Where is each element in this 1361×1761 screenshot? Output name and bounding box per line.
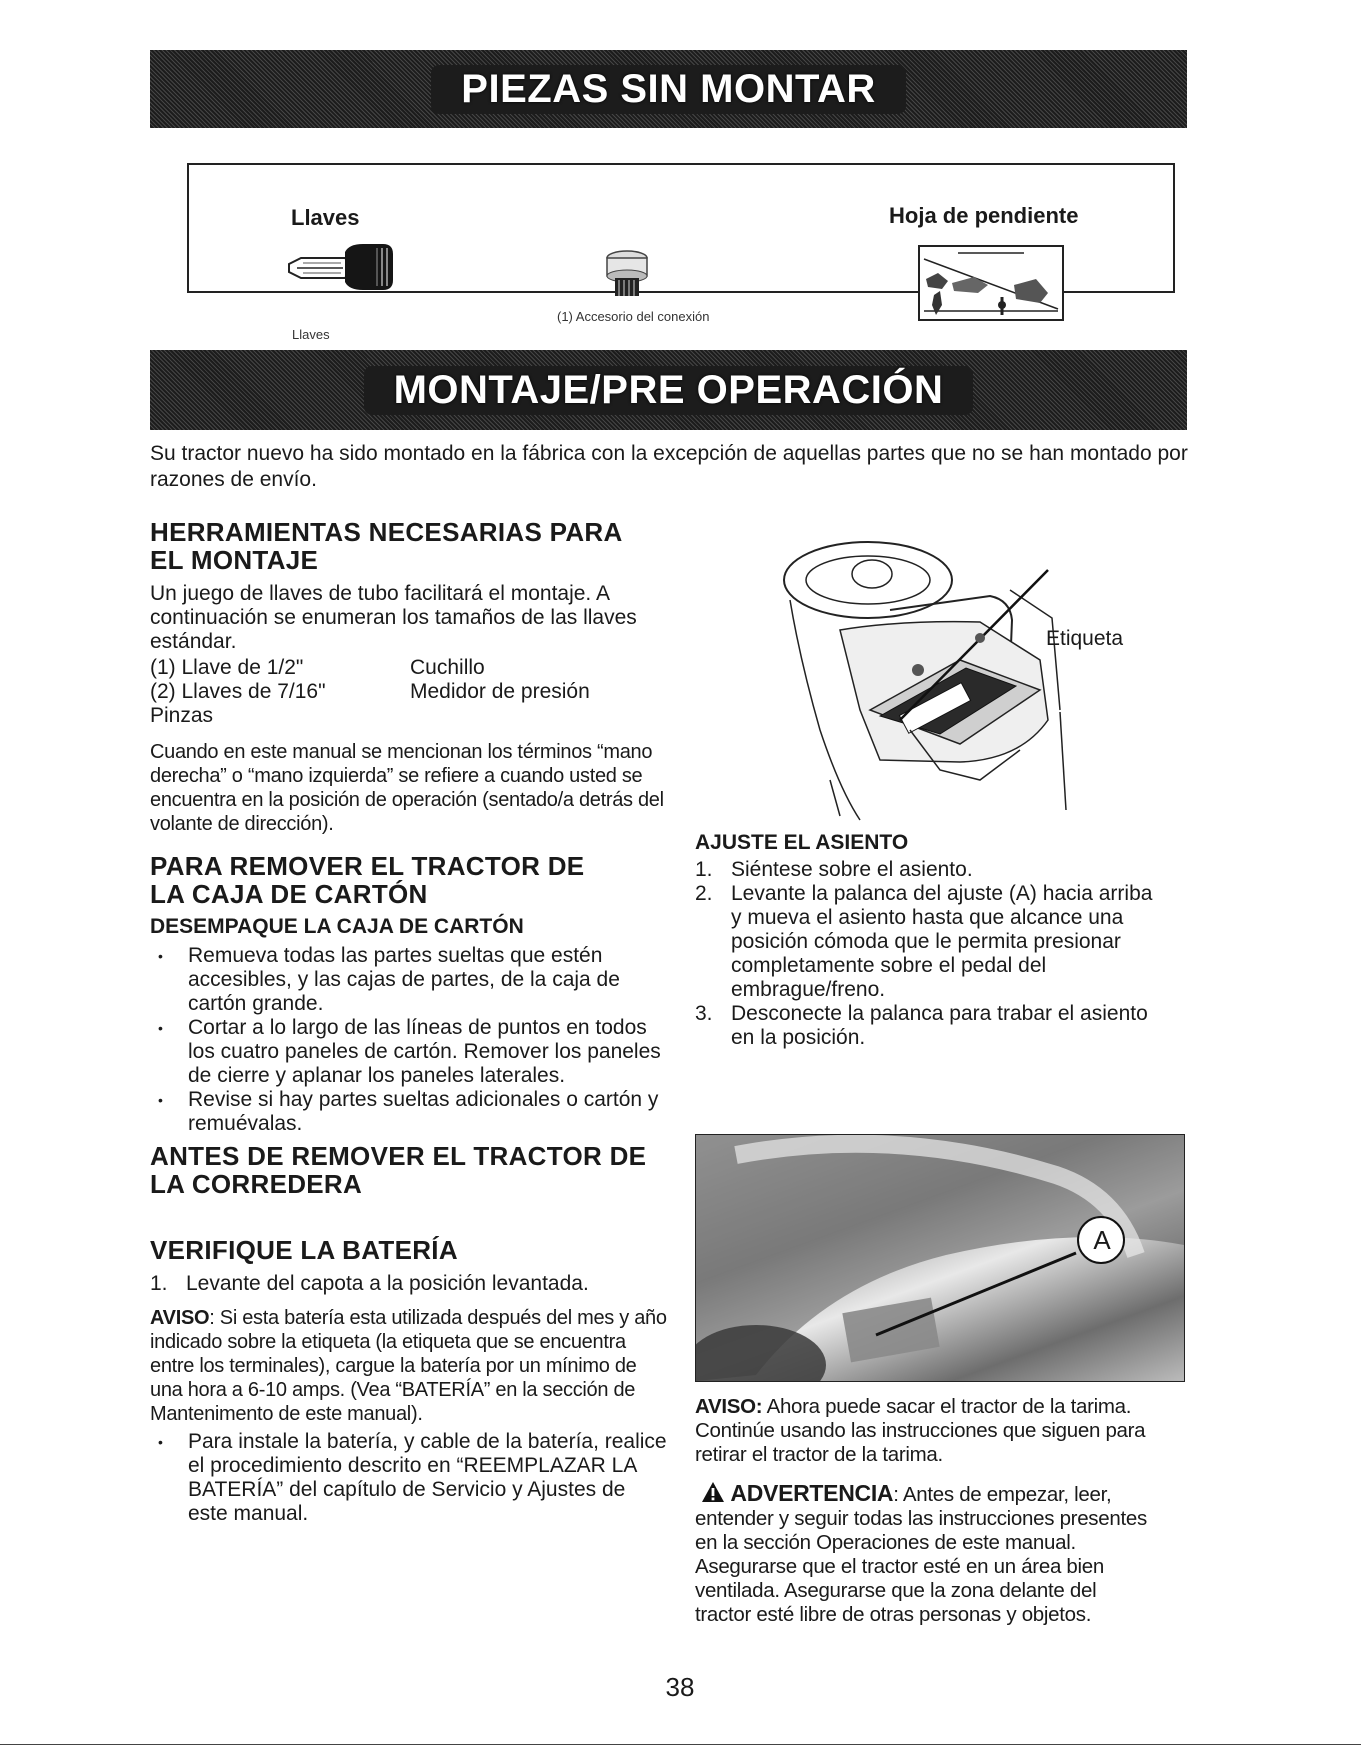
notice-text: : Si esta batería esta utilizada después del mes y año indicado sobre la etiqueta (la etiqueta que se encuentra entre los terminales), cargue la batería por un mínimo de una hora a 6-10 amps. (Vea “BATERÍA” en la sección de Mantenimento de este manual).: [150, 1307, 667, 1425]
battery-bullets: [150, 1430, 670, 1526]
left-column: [150, 518, 670, 1526]
tools-list-row: [150, 680, 670, 704]
list-item: • Cortar a lo largo de las líneas de puntos en todos los cuatro paneles de cartón. Remover los paneles de cierre y aplanar los paneles laterales.: [150, 1016, 670, 1088]
step-text: Levante la palanca del ajuste (A) hacia arriba y mueva el asiento hasta que alcance una posición cómoda que le permita presionar completamente sobre el pedal del embrague/freno.: [731, 882, 1153, 1001]
remove-heading: [150, 852, 670, 908]
list-item: [695, 858, 1155, 882]
warning-label: ADVERTENCIA: [730, 1480, 894, 1506]
label-callout: Etiqueta: [1046, 627, 1124, 650]
step-text: Levante del capota a la posición levantada.: [186, 1272, 589, 1295]
page-number: 38: [665, 1672, 695, 1702]
step-number: 3.: [695, 1002, 713, 1025]
tools-heading: [150, 518, 670, 574]
connector-caption: (1) Accesorio del conexión: [557, 309, 710, 324]
warning-triangle-icon: [701, 1481, 725, 1503]
list-item: • Revise si hay partes sueltas adicionales o cartón y remuévalas.: [150, 1088, 670, 1136]
step-text: Siéntese sobre el asiento.: [731, 858, 973, 881]
before-remove-heading: [150, 1142, 670, 1198]
tools-list: [150, 656, 670, 728]
loose-parts-box: [187, 163, 1175, 342]
bottom-rule: [0, 1744, 1361, 1745]
unpack-bullets: [150, 944, 670, 1136]
banner-title: PIEZAS SIN MONTAR: [431, 65, 905, 114]
section-banner-assembly: [150, 350, 1187, 430]
tool-name: Cuchillo: [410, 656, 485, 679]
battery-heading: VERIFIQUE LA BATERÍA: [150, 1235, 458, 1265]
slope-guide-heading: Hoja de pendiente: [889, 203, 1079, 228]
key-icon: [287, 240, 399, 294]
before-heading-line2: LA CORREDERA: [150, 1169, 363, 1199]
tools-list-row: [150, 704, 670, 728]
list-item: [695, 882, 1155, 1002]
connector-icon: [603, 248, 651, 300]
intro-paragraph: Su tractor nuevo ha sido montado en la fábrica con la excepción de aquellas partes que no se han montado por razones de envío.: [150, 442, 1188, 491]
tools-list-row: [150, 656, 670, 680]
hand-reference-paragraph: Cuando en este manual se mencionan los términos “mano derecha” o “mano izquierda” se refiere a cuando usted se encuentra en la posición de operación (sentado/a detrás del volante de dirección).: [150, 741, 664, 835]
seat-lever-photo: [695, 1134, 1185, 1382]
tools-heading-line2: EL MONTAJE: [150, 545, 319, 575]
section-banner-parts: [150, 50, 1187, 128]
list-item: • Para instale la batería, y cable de la batería, realice el procedimiento descrito en “REEMPLAZAR LA BATERÍA” del capítulo de Servicio y Ajustes de este manual.: [150, 1430, 670, 1526]
notice-label: AVISO:: [695, 1395, 763, 1418]
tool-name: Pinzas: [150, 704, 214, 727]
warning-text: : Antes de empezar, leer, entender y seguir todas las instrucciones presentes en la sección Operaciones de este manual. Asegurarse que el tractor esté en un área bien ventilada. Asegurarse que la zona delante del tractor esté libre de otras personas y objetos.: [695, 1483, 1147, 1626]
unpack-subheading: DESEMPAQUE LA CAJA DE CARTÓN: [150, 915, 524, 938]
seat-photo-overlay: [696, 1135, 1184, 1381]
pallet-notice: [695, 1395, 1155, 1467]
list-item: [695, 1002, 1155, 1050]
seat-steps: [695, 858, 1155, 1050]
step-number: 1.: [150, 1272, 168, 1295]
keys-heading: Llaves: [291, 205, 360, 230]
remove-heading-line2: LA CAJA DE CARTÓN: [150, 879, 428, 909]
before-heading-line1: ANTES DE REMOVER EL TRACTOR DE: [150, 1141, 647, 1171]
warning-block: [695, 1481, 1157, 1627]
list-item: • Remueva todas las partes sueltas que estén accesibles, y las cajas de partes, de la caja de cartón grande.: [150, 944, 670, 1016]
notice-text: Ahora puede sacar el tractor de la tarima. Continúe usando las instrucciones que siguen para retirar el tractor de la tarima.: [695, 1395, 1146, 1466]
step-number: 1.: [695, 858, 713, 881]
slope-guide-sheet-image: [918, 245, 1064, 321]
battery-step: [150, 1272, 670, 1296]
keys-caption: Llaves: [292, 327, 330, 342]
step-number: 2.: [695, 882, 713, 905]
remove-heading-line1: PARA REMOVER EL TRACTOR DE: [150, 851, 585, 881]
tool-name: (2) Llaves de 7/16": [150, 680, 326, 703]
notice-label: AVISO: [150, 1307, 210, 1329]
tools-paragraph: Un juego de llaves de tubo facilitará el montaje. A continuación se enumeran los tamaños de las llaves estándar.: [150, 582, 637, 653]
callout-a: A: [1093, 1225, 1111, 1255]
seat-section: [695, 830, 1155, 1050]
tools-heading-line1: HERRAMIENTAS NECESARIAS PARA: [150, 517, 623, 547]
battery-notice: [150, 1306, 670, 1426]
tool-name: (1) Llave de 1/2": [150, 656, 304, 679]
seat-heading: AJUSTE EL ASIENTO: [695, 831, 909, 854]
tool-name: Medidor de presión: [410, 680, 590, 703]
step-text: Desconecte la palanca para trabar el asiento en la posición.: [731, 1002, 1148, 1049]
banner-title: MONTAJE/PRE OPERACIÓN: [364, 366, 974, 415]
battery-figure: [780, 530, 1120, 822]
